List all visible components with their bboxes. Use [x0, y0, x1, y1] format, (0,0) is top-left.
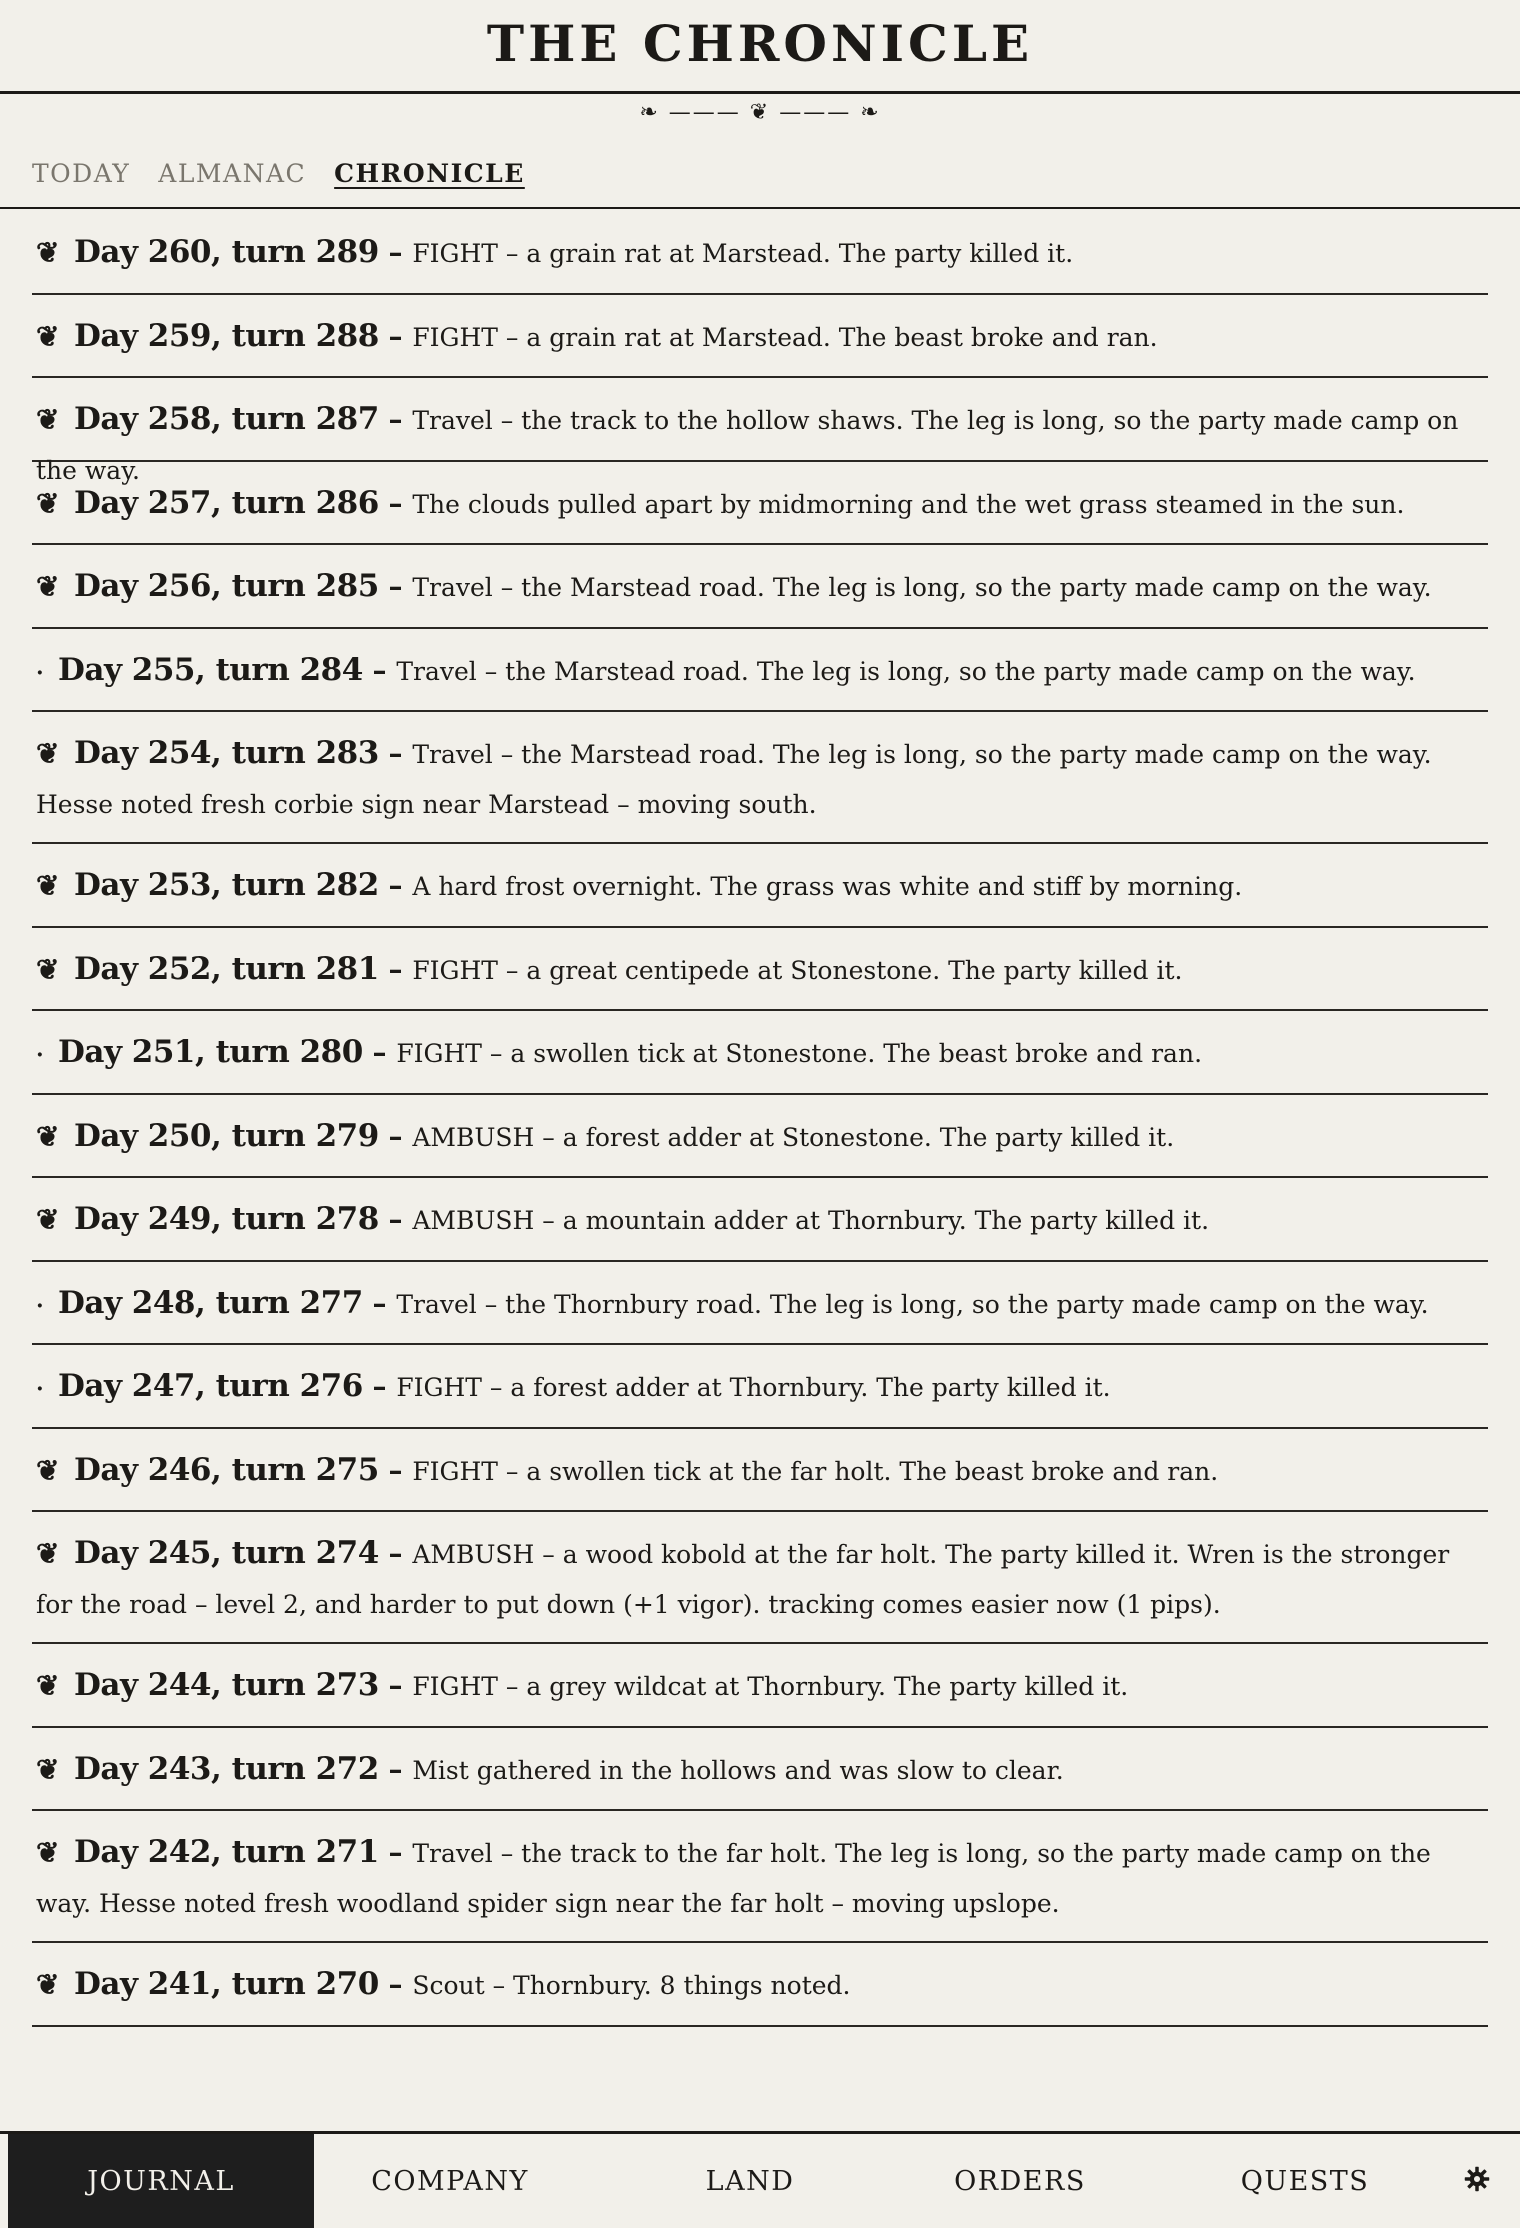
entry-heading: Day 254, turn 283	[74, 735, 379, 771]
entry-heading: Day 253, turn 282	[74, 867, 379, 903]
entry-heading: Day 256, turn 285	[74, 568, 379, 604]
list-item: ❦ Day 246, turn 275 – FIGHT – a swollen tick at the far holt. The beast broke and ran.	[32, 1429, 1488, 1513]
list-item: · Day 247, turn 276 – FIGHT – a forest adder at Thornbury. The party killed it.	[32, 1345, 1488, 1429]
page-title: THE CHRONICLE	[486, 14, 1034, 73]
fleuron-icon: ❦	[36, 236, 60, 269]
bullet-icon: ·	[36, 1042, 44, 1068]
fleuron-icon: ❦	[36, 570, 60, 603]
list-item: ❦ Day 252, turn 281 – FIGHT – a great centipede at Stonestone. The party killed it.	[32, 928, 1488, 1012]
nav-orders[interactable]: ORDERS	[954, 2165, 1086, 2197]
nav-journal[interactable]: JOURNAL	[8, 2134, 314, 2228]
entry-heading: Day 242, turn 271	[74, 1834, 379, 1870]
list-item: ❦ Day 244, turn 273 – FIGHT – a grey wildcat at Thornbury. The party killed it.	[32, 1644, 1488, 1728]
chronicle-list	[32, 211, 1488, 2027]
entry-text: AMBUSH – a forest adder at Stonestone. The party killed it.	[412, 1122, 1175, 1152]
fleuron-icon: ❦	[36, 1836, 60, 1869]
settings-button[interactable]	[1452, 2134, 1502, 2228]
list-item: ❦ Day 260, turn 289 – FIGHT – a grain rat at Marstead. The party killed it.	[32, 211, 1488, 295]
entry-heading: Day 249, turn 278	[74, 1201, 379, 1237]
fleuron-icon: ❦	[36, 1119, 60, 1153]
bullet-icon: ·	[36, 1376, 44, 1402]
gear-icon	[1463, 2165, 1491, 2197]
app-header	[0, 0, 1520, 94]
header-divider	[0, 207, 1520, 209]
list-item: ❦ Day 243, turn 272 – Mist gathered in the hollows and was slow to clear.	[32, 1728, 1488, 1812]
entry-heading: Day 245, turn 274	[74, 1535, 379, 1571]
entry-text: AMBUSH – a mountain adder at Thornbury. The party killed it.	[412, 1206, 1210, 1235]
entry-text: FIGHT – a great centipede at Stonestone. The party killed it.	[412, 955, 1183, 985]
entry-text: Travel – the Marstead road. The leg is long, so the party made camp on the way.	[412, 573, 1432, 602]
list-item: ❦ Day 253, turn 282 – A hard frost overnight. The grass was white and stiff by morning.	[32, 844, 1488, 928]
list-item: ❦ Day 242, turn 271 – Travel – the track to the far holt. The leg is long, so the party made camp on the way. Hesse noted fresh woodland spider sign near the far holt – moving upslope.	[32, 1811, 1488, 1943]
fleuron-icon: ❦	[36, 403, 60, 436]
entry-text: Travel – the track to the far holt. The leg is long, so the party made camp on the way. Hesse noted fresh woodland spider sign near the far holt – moving upslope.	[36, 1839, 1431, 1918]
nav-company[interactable]: COMPANY	[371, 2165, 529, 2197]
fleuron-icon: ❦	[36, 486, 60, 520]
entry-text: Scout – Thornbury. 8 things noted.	[412, 1971, 851, 2000]
entry-heading: Day 250, turn 279	[74, 1117, 379, 1154]
list-item: ❦ Day 257, turn 286 – The clouds pulled apart by midmorning and the wet grass steamed in the sun.	[32, 462, 1488, 546]
entry-text: FIGHT – a grain rat at Marstead. The party killed it.	[412, 239, 1074, 268]
list-item: ❦ Day 245, turn 274 – AMBUSH – a wood kobold at the far holt. The party killed it. Wren is the stronger for the road – level 2, and harder to put down (+1 vigor). tracking comes easier now (1 pips).	[32, 1512, 1488, 1644]
entry-text: A hard frost overnight. The grass was white and stiff by morning.	[412, 872, 1243, 901]
entry-text: FIGHT – a swollen tick at the far holt. The beast broke and ran.	[412, 1456, 1219, 1486]
fleuron-icon: ❦	[36, 1203, 60, 1236]
entry-heading: Day 258, turn 287	[74, 401, 379, 437]
entry-heading: Day 251, turn 280	[58, 1034, 363, 1070]
entry-heading: Day 252, turn 281	[74, 950, 379, 987]
fleuron-icon: ❦	[36, 1537, 60, 1570]
entry-text: Mist gathered in the hollows and was slow to clear.	[412, 1755, 1064, 1785]
entry-heading: Day 241, turn 270	[74, 1966, 379, 2002]
entry-heading: Day 248, turn 277	[58, 1284, 363, 1321]
entry-heading: Day 243, turn 272	[74, 1750, 379, 1787]
tab-today[interactable]: TODAY	[32, 159, 131, 188]
list-item: ❦ Day 258, turn 287 – Travel – the track to the hollow shaws. The leg is long, so the party made camp on the way.	[32, 378, 1488, 462]
entry-heading: Day 247, turn 276	[58, 1368, 363, 1404]
list-item: ❦ Day 250, turn 279 – AMBUSH – a forest adder at Stonestone. The party killed it.	[32, 1095, 1488, 1179]
list-item: · Day 255, turn 284 – Travel – the Marstead road. The leg is long, so the party made camp on the way.	[32, 629, 1488, 713]
list-item: · Day 248, turn 277 – Travel – the Thornbury road. The leg is long, so the party made camp on the way.	[32, 1262, 1488, 1346]
entry-heading: Day 255, turn 284	[58, 651, 363, 688]
entry-text: Travel – the Marstead road. The leg is long, so the party made camp on the way. Hesse noted fresh corbie sign near Marstead – moving south.	[36, 740, 1432, 819]
list-item: ❦ Day 254, turn 283 – Travel – the Marstead road. The leg is long, so the party made camp on the way. Hesse noted fresh corbie sign near Marstead – moving south.	[32, 712, 1488, 844]
fleuron-icon: ❦	[36, 869, 60, 902]
fleuron-icon: ❦	[36, 1968, 60, 2001]
entry-heading: Day 259, turn 288	[74, 317, 379, 354]
fleuron-icon: ❦	[36, 952, 60, 986]
entry-text: FIGHT – a forest adder at Thornbury. The party killed it.	[396, 1373, 1111, 1402]
entry-heading: Day 257, turn 286	[74, 484, 379, 521]
nav-land[interactable]: LAND	[705, 2165, 795, 2197]
entry-text: Travel – the Thornbury road. The leg is long, so the party made camp on the way.	[396, 1289, 1429, 1319]
fleuron-icon: ❦	[36, 737, 60, 770]
entry-heading: Day 244, turn 273	[74, 1667, 379, 1703]
entry-text: The clouds pulled apart by midmorning and the wet grass steamed in the sun.	[412, 489, 1405, 519]
bullet-icon: ·	[36, 1292, 44, 1319]
fleuron-icon: ❦	[36, 1669, 60, 1702]
bottom-nav	[0, 2131, 1520, 2228]
entry-heading: Day 246, turn 275	[74, 1451, 379, 1488]
nav-quests[interactable]: QUESTS	[1240, 2165, 1370, 2197]
entry-text: AMBUSH – a wood kobold at the far holt. The party killed it. Wren is the stronger for the road – level 2, and harder to put down (+1 vigor). tracking comes easier now (1 pips).	[36, 1540, 1450, 1619]
tab-chronicle[interactable]: CHRONICLE	[334, 159, 525, 188]
list-item: · Day 251, turn 280 – FIGHT – a swollen tick at Stonestone. The beast broke and ran.	[32, 1011, 1488, 1095]
entry-text: FIGHT – a grey wildcat at Thornbury. The party killed it.	[412, 1672, 1129, 1701]
fleuron-icon: ❦	[36, 1453, 60, 1487]
entry-text: Travel – the Marstead road. The leg is long, so the party made camp on the way.	[396, 656, 1416, 686]
entry-text: FIGHT – a grain rat at Marstead. The beast broke and ran.	[412, 322, 1158, 352]
list-item: ❦ Day 241, turn 270 – Scout – Thornbury. 8 things noted.	[32, 1943, 1488, 2027]
tab-almanac[interactable]: ALMANAC	[158, 159, 307, 188]
entry-text: Travel – the track to the hollow shaws. The leg is long, so the party made camp on the way.	[36, 406, 1459, 485]
bullet-icon: ·	[36, 659, 44, 686]
list-item: ❦ Day 259, turn 288 – FIGHT – a grain rat at Marstead. The beast broke and ran.	[32, 295, 1488, 379]
list-item: ❦ Day 249, turn 278 – AMBUSH – a mountain adder at Thornbury. The party killed it.	[32, 1178, 1488, 1262]
ornament-divider: ❧ ——— ❦ ——— ❧	[639, 100, 881, 125]
fleuron-icon: ❦	[36, 1752, 60, 1786]
subtabs	[32, 156, 525, 192]
entry-text: FIGHT – a swollen tick at Stonestone. The beast broke and ran.	[396, 1039, 1203, 1068]
fleuron-icon: ❦	[36, 319, 60, 353]
entry-heading: Day 260, turn 289	[74, 234, 379, 270]
list-item: ❦ Day 256, turn 285 – Travel – the Marstead road. The leg is long, so the party made camp on the way.	[32, 545, 1488, 629]
